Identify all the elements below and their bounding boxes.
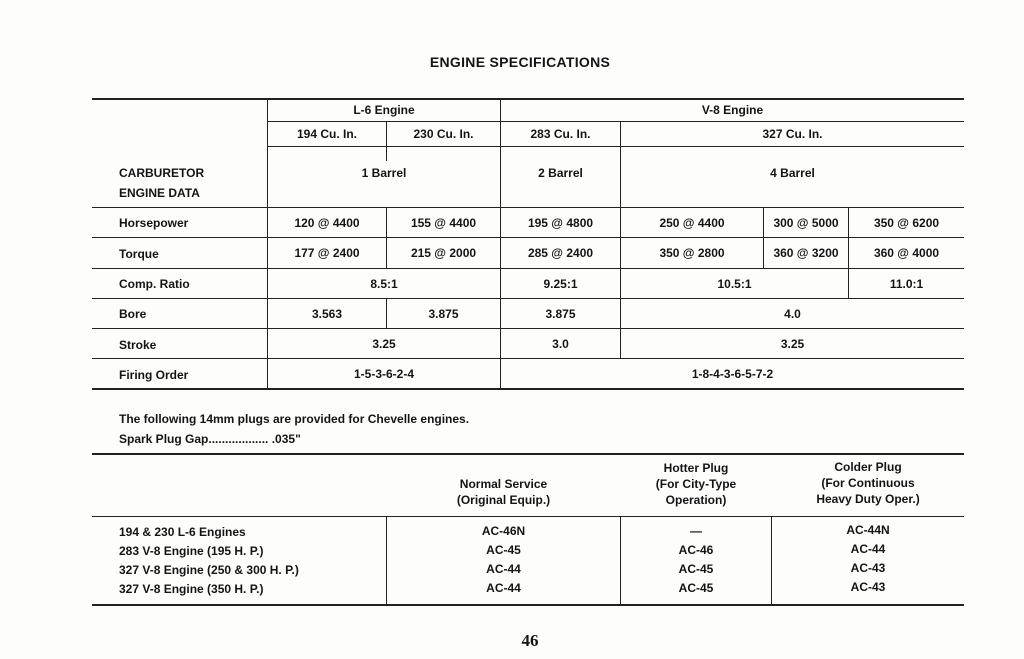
plug-row-hotter: AC-45 [678,581,714,595]
comp-ratio-label: Comp. Ratio [119,277,190,291]
carb-l6: 1 Barrel [361,166,407,180]
page-title: ENGINE SPECIFICATIONS [429,54,611,70]
torque-label: Torque [119,247,159,261]
plug-row-normal: AC-44 [486,562,521,576]
colder-plug-header-2: (For Continuous [821,476,915,490]
plug-row-engine: 327 V-8 Engine (250 & 300 H. P.) [119,563,299,577]
comp-ratio-327-350: 11.0:1 [889,277,924,291]
firing-order-v8: 1-8-4-3-6-5-7-2 [691,367,774,381]
horsepower-327-350: 350 @ 6200 [873,216,940,230]
firing-order-label: Firing Order [119,368,189,382]
torque-327-300: 360 @ 3200 [773,246,839,260]
torque-283: 285 @ 2400 [527,246,594,260]
plug-row-colder: AC-43 [850,561,886,575]
displacement-327: 327 Cu. In. [762,127,823,141]
plug-row-normal: AC-45 [486,543,521,557]
colder-plug-header-1: Colder Plug [834,460,902,474]
plug-row-normal: AC-44 [486,581,521,595]
comp-ratio-l6: 8.5:1 [370,277,398,291]
plug-note: The following 14mm plugs are provided for Chevelle engines. [119,412,470,426]
spark-plug-gap [119,432,301,446]
spark-plug-gap-label: Spark Plug Gap.................. [119,432,269,446]
plug-row-normal: AC-46N [481,524,526,538]
bore-194: 3.563 [311,307,343,321]
hotter-plug-header-3: Operation) [665,493,727,507]
carb-283: 2 Barrel [538,166,583,180]
horsepower-194: 120 @ 4400 [294,216,360,230]
plug-row-engine: 327 V-8 Engine (350 H. P.) [119,582,264,596]
bore-label: Bore [119,307,147,321]
horsepower-283: 195 @ 4800 [527,216,594,230]
torque-194: 177 @ 2400 [294,246,360,260]
horsepower-327-300: 300 @ 5000 [773,216,839,230]
firing-order-l6: 1-5-3-6-2-4 [353,367,415,381]
hotter-plug-header-1: Hotter Plug [663,461,729,475]
plug-row-colder: AC-44N [846,523,890,537]
page-number: 46 [521,631,539,650]
displacement-283: 283 Cu. In. [530,127,591,141]
displacement-230: 230 Cu. In. [413,127,474,141]
bore-230: 3.875 [428,307,459,321]
stroke-327: 3.25 [780,337,805,351]
bore-283: 3.875 [545,307,576,321]
horsepower-label: Horsepower [119,216,189,230]
plug-row-hotter: AC-45 [678,562,714,576]
hotter-plug-header-2: (For City-Type [655,477,737,491]
torque-327-250: 350 @ 2800 [659,246,725,260]
horsepower-230: 155 @ 4400 [410,216,477,230]
horsepower-327-250: 250 @ 4400 [659,216,725,230]
comp-ratio-283: 9.25:1 [543,277,578,291]
colder-plug-header-3: Heavy Duty Oper.) [816,492,920,506]
torque-230: 215 @ 2000 [410,246,477,260]
plug-row-engine: 194 & 230 L-6 Engines [119,525,246,539]
v8-engine-header: V-8 Engine [701,103,764,117]
engine-data-label: ENGINE DATA [119,186,200,200]
plug-row-hotter: — [690,524,702,538]
plug-row-colder: AC-44 [850,542,886,556]
plug-row-colder: AC-43 [850,580,886,594]
bore-327: 4.0 [784,307,801,321]
spark-plug-gap-value: .035" [271,432,301,446]
plug-row-hotter: AC-46 [678,543,714,557]
stroke-l6: 3.25 [372,337,396,351]
stroke-283: 3.0 [552,337,569,351]
carb-327: 4 Barrel [770,166,815,180]
torque-327-350: 360 @ 4000 [873,246,940,260]
normal-service-header-1: Normal Service [459,477,548,491]
carburetor-label: CARBURETOR [119,166,205,180]
stroke-label: Stroke [119,338,157,352]
plug-row-engine: 283 V-8 Engine (195 H. P.) [119,544,264,558]
displacement-194: 194 Cu. In. [296,127,358,141]
l6-engine-header: L-6 Engine [353,103,415,117]
comp-ratio-327-std: 10.5:1 [717,277,752,291]
normal-service-header-2: (Original Equip.) [456,493,551,507]
